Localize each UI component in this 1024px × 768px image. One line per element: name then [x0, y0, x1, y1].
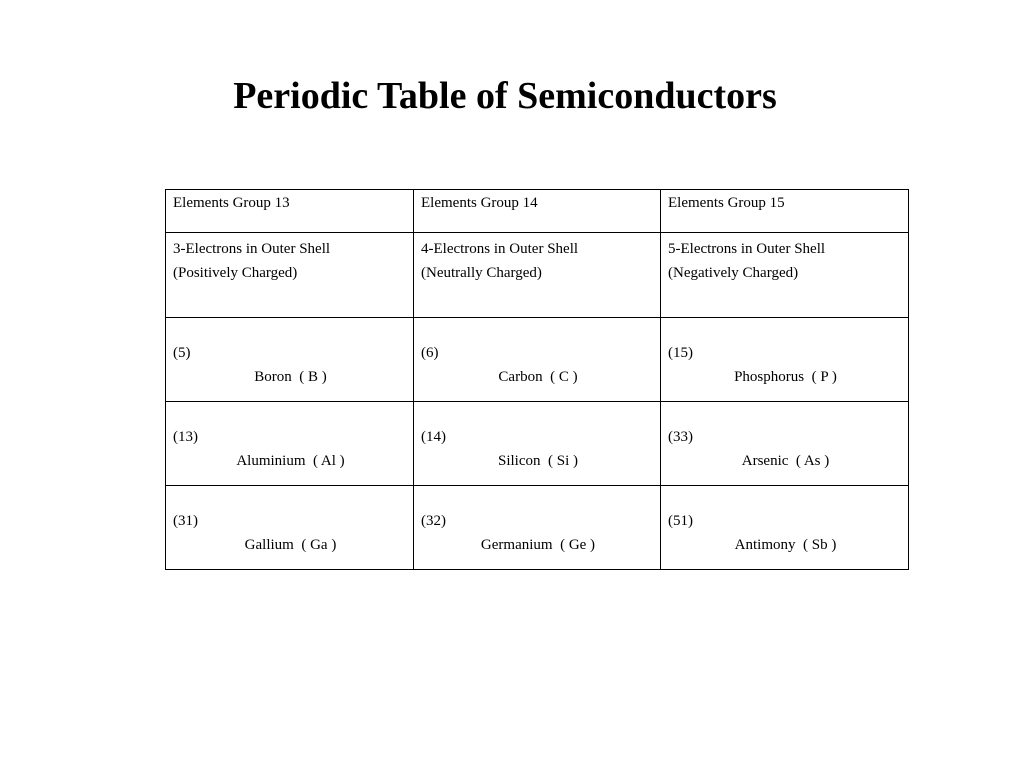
- atomic-number: (31): [173, 513, 198, 529]
- element-cell: [166, 402, 414, 486]
- element-name: Carbon ( C ): [498, 369, 578, 385]
- element-name: Antimony ( Sb ): [734, 537, 837, 553]
- element-cell: [661, 486, 909, 570]
- element-name: Aluminium ( Al ): [236, 453, 345, 469]
- shell-cell-group-14: [414, 233, 661, 318]
- shell-info-row: [166, 233, 909, 318]
- semiconductor-table: [165, 189, 909, 570]
- atomic-number: (33): [668, 429, 693, 445]
- atomic-number: (6): [421, 345, 439, 361]
- element-cell: [414, 486, 661, 570]
- shell-electrons-text: 5-Electrons in Outer Shell: [668, 241, 826, 257]
- atomic-number: (51): [668, 513, 693, 529]
- shell-charge-text: (Neutrally Charged): [421, 265, 542, 281]
- atomic-number: (5): [173, 345, 191, 361]
- element-cell: [414, 402, 661, 486]
- element-row: [166, 318, 909, 402]
- element-cell: [166, 318, 414, 402]
- element-name: Phosphorus ( P ): [734, 369, 837, 385]
- element-name: Boron ( B ): [254, 369, 327, 385]
- shell-electrons-text: 4-Electrons in Outer Shell: [421, 241, 579, 257]
- element-name: Gallium ( Ga ): [244, 537, 337, 553]
- atomic-number: (15): [668, 345, 693, 361]
- atomic-number: (32): [421, 513, 446, 529]
- element-name: Germanium ( Ge ): [480, 537, 596, 553]
- shell-charge-text: (Negatively Charged): [668, 265, 799, 281]
- element-cell: [661, 318, 909, 402]
- element-cell: [166, 486, 414, 570]
- shell-cell-group-15: [661, 233, 909, 318]
- table-header-row: [166, 190, 909, 233]
- atomic-number: (13): [173, 429, 198, 445]
- atomic-number: (14): [421, 429, 446, 445]
- element-cell: [661, 402, 909, 486]
- header-group-13: Elements Group 13: [166, 190, 414, 233]
- element-cell: [414, 318, 661, 402]
- element-row: [166, 402, 909, 486]
- shell-electrons-text: 3-Electrons in Outer Shell: [173, 241, 331, 257]
- element-name: Silicon ( Si ): [497, 453, 578, 469]
- header-group-14: Elements Group 14: [414, 190, 661, 233]
- shell-charge-text: (Positively Charged): [173, 265, 298, 281]
- slide-title: Periodic Table of Semiconductors: [233, 75, 777, 117]
- header-group-15: Elements Group 15: [661, 190, 909, 233]
- element-row: [166, 486, 909, 570]
- shell-cell-group-13: [166, 233, 414, 318]
- element-name: Arsenic ( As ): [741, 453, 830, 469]
